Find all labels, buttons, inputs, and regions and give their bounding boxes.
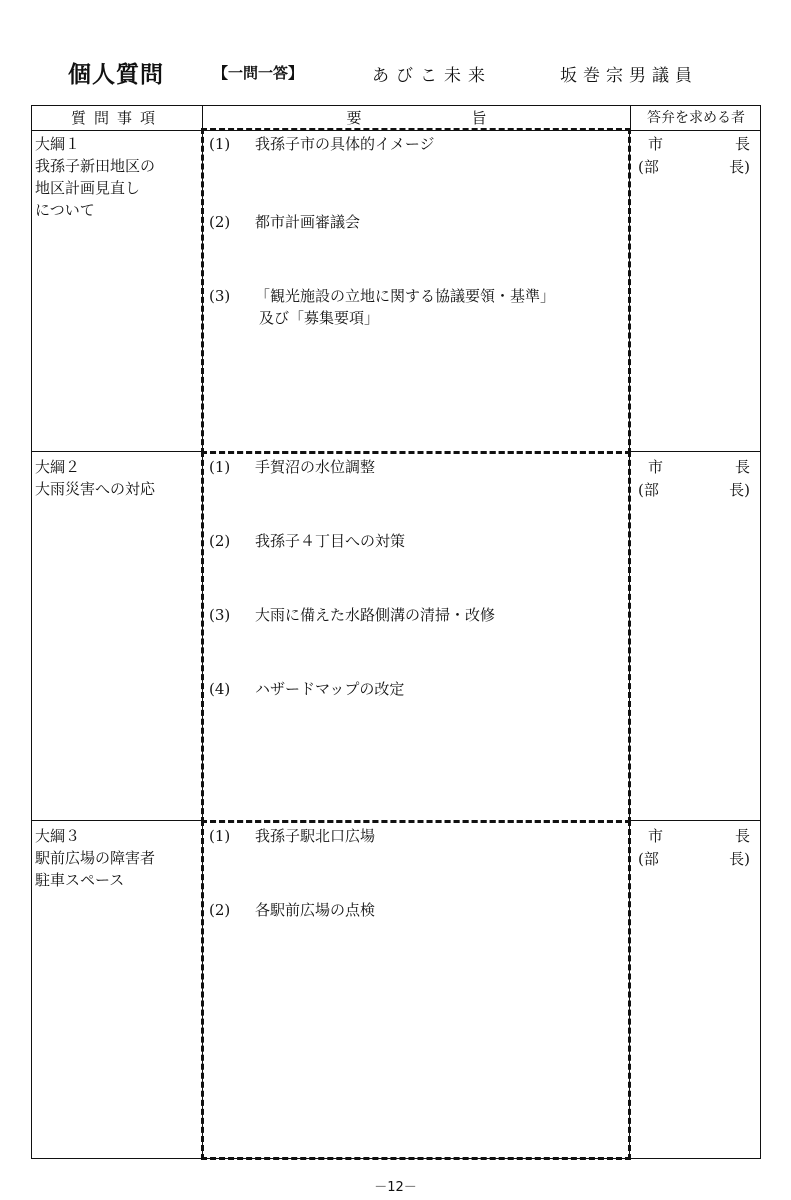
- summary-item: [209, 604, 619, 626]
- row-divider: [630, 820, 760, 821]
- summary-item: [209, 211, 619, 233]
- item-text: 各駅前広場の点検: [255, 901, 376, 919]
- item-number: (3): [209, 606, 231, 624]
- topic-1: [35, 133, 155, 221]
- header-question-items: 質問事項: [32, 106, 203, 130]
- responder-text: 長: [734, 827, 750, 845]
- item-text: 我孫子駅北口広場: [255, 827, 376, 845]
- summary-item: [209, 530, 619, 552]
- document-header: [0, 56, 791, 92]
- summary-item: [209, 825, 619, 847]
- document-title: 個人質問: [68, 62, 164, 88]
- header-responder: 答弁を求める者: [630, 106, 761, 130]
- header-summary-b: 旨: [471, 109, 487, 127]
- topic-line: 駅前広場の障害者: [35, 849, 156, 867]
- responder-2: [638, 456, 750, 502]
- question-format: 【一問一答】: [213, 64, 304, 82]
- row-divider: [32, 451, 202, 452]
- topic-3: [35, 825, 155, 891]
- responder-text: (部: [638, 158, 659, 176]
- summary-item: [209, 285, 619, 329]
- item-number: (4): [209, 680, 231, 698]
- item-text: 及び「募集要項」: [259, 309, 380, 327]
- item-number: (2): [209, 901, 231, 919]
- responder-text: (部: [638, 850, 659, 868]
- responder-text: 長): [729, 850, 750, 868]
- responder-text: 長: [734, 135, 750, 153]
- item-text: 都市計画審議会: [255, 213, 361, 231]
- summary-item: [209, 456, 619, 478]
- topic-line: 大綱１: [35, 135, 81, 153]
- summary-item: [209, 133, 619, 155]
- item-text: 我孫子４丁目への対策: [255, 532, 406, 550]
- topic-line: 大綱２: [35, 458, 81, 476]
- item-number: (1): [209, 458, 231, 476]
- topic-2: [35, 456, 155, 500]
- row-divider: [32, 820, 202, 821]
- summary-box-3: [201, 820, 631, 1160]
- header-summary: [203, 106, 630, 130]
- question-table: [31, 105, 761, 1159]
- topic-line: 我孫子新田地区の: [35, 157, 156, 175]
- item-number: (3): [209, 287, 231, 305]
- responder-text: 長): [729, 481, 750, 499]
- topic-line: 大雨災害への対応: [35, 480, 156, 498]
- item-text: 「観光施設の立地に関する協議要領・基準」: [255, 287, 556, 305]
- topic-line: 地区計画見直し: [35, 179, 141, 197]
- header-summary-a: 要: [346, 109, 362, 127]
- summary-item: [209, 899, 619, 921]
- responder-1: [638, 133, 750, 179]
- item-number: (2): [209, 532, 231, 550]
- responder-text: (部: [638, 481, 659, 499]
- topic-line: 大綱３: [35, 827, 81, 845]
- member-name: 坂巻宗男議員: [560, 66, 698, 86]
- item-number: (1): [209, 827, 231, 845]
- responder-text: 市: [648, 135, 664, 153]
- item-text: 大雨に備えた水路側溝の清掃・改修: [255, 606, 496, 624]
- responder-text: 市: [648, 458, 664, 476]
- item-number: (1): [209, 135, 231, 153]
- page-number: －12－: [374, 1180, 417, 1195]
- responder-3: [638, 825, 750, 871]
- responder-text: 長: [734, 458, 750, 476]
- responder-text: 市: [648, 827, 664, 845]
- summary-box-2: [201, 451, 631, 823]
- party-name: あびこ未来: [372, 66, 492, 86]
- topic-line: 駐車スペース: [35, 871, 125, 889]
- summary-item: [209, 678, 619, 700]
- topic-line: について: [35, 201, 95, 219]
- responder-text: 長): [729, 158, 750, 176]
- item-text: 我孫子市の具体的イメージ: [255, 135, 435, 153]
- item-number: (2): [209, 213, 231, 231]
- row-divider: [630, 451, 760, 452]
- item-text: ハザードマップの改定: [255, 680, 405, 698]
- item-text: 手賀沼の水位調整: [255, 458, 376, 476]
